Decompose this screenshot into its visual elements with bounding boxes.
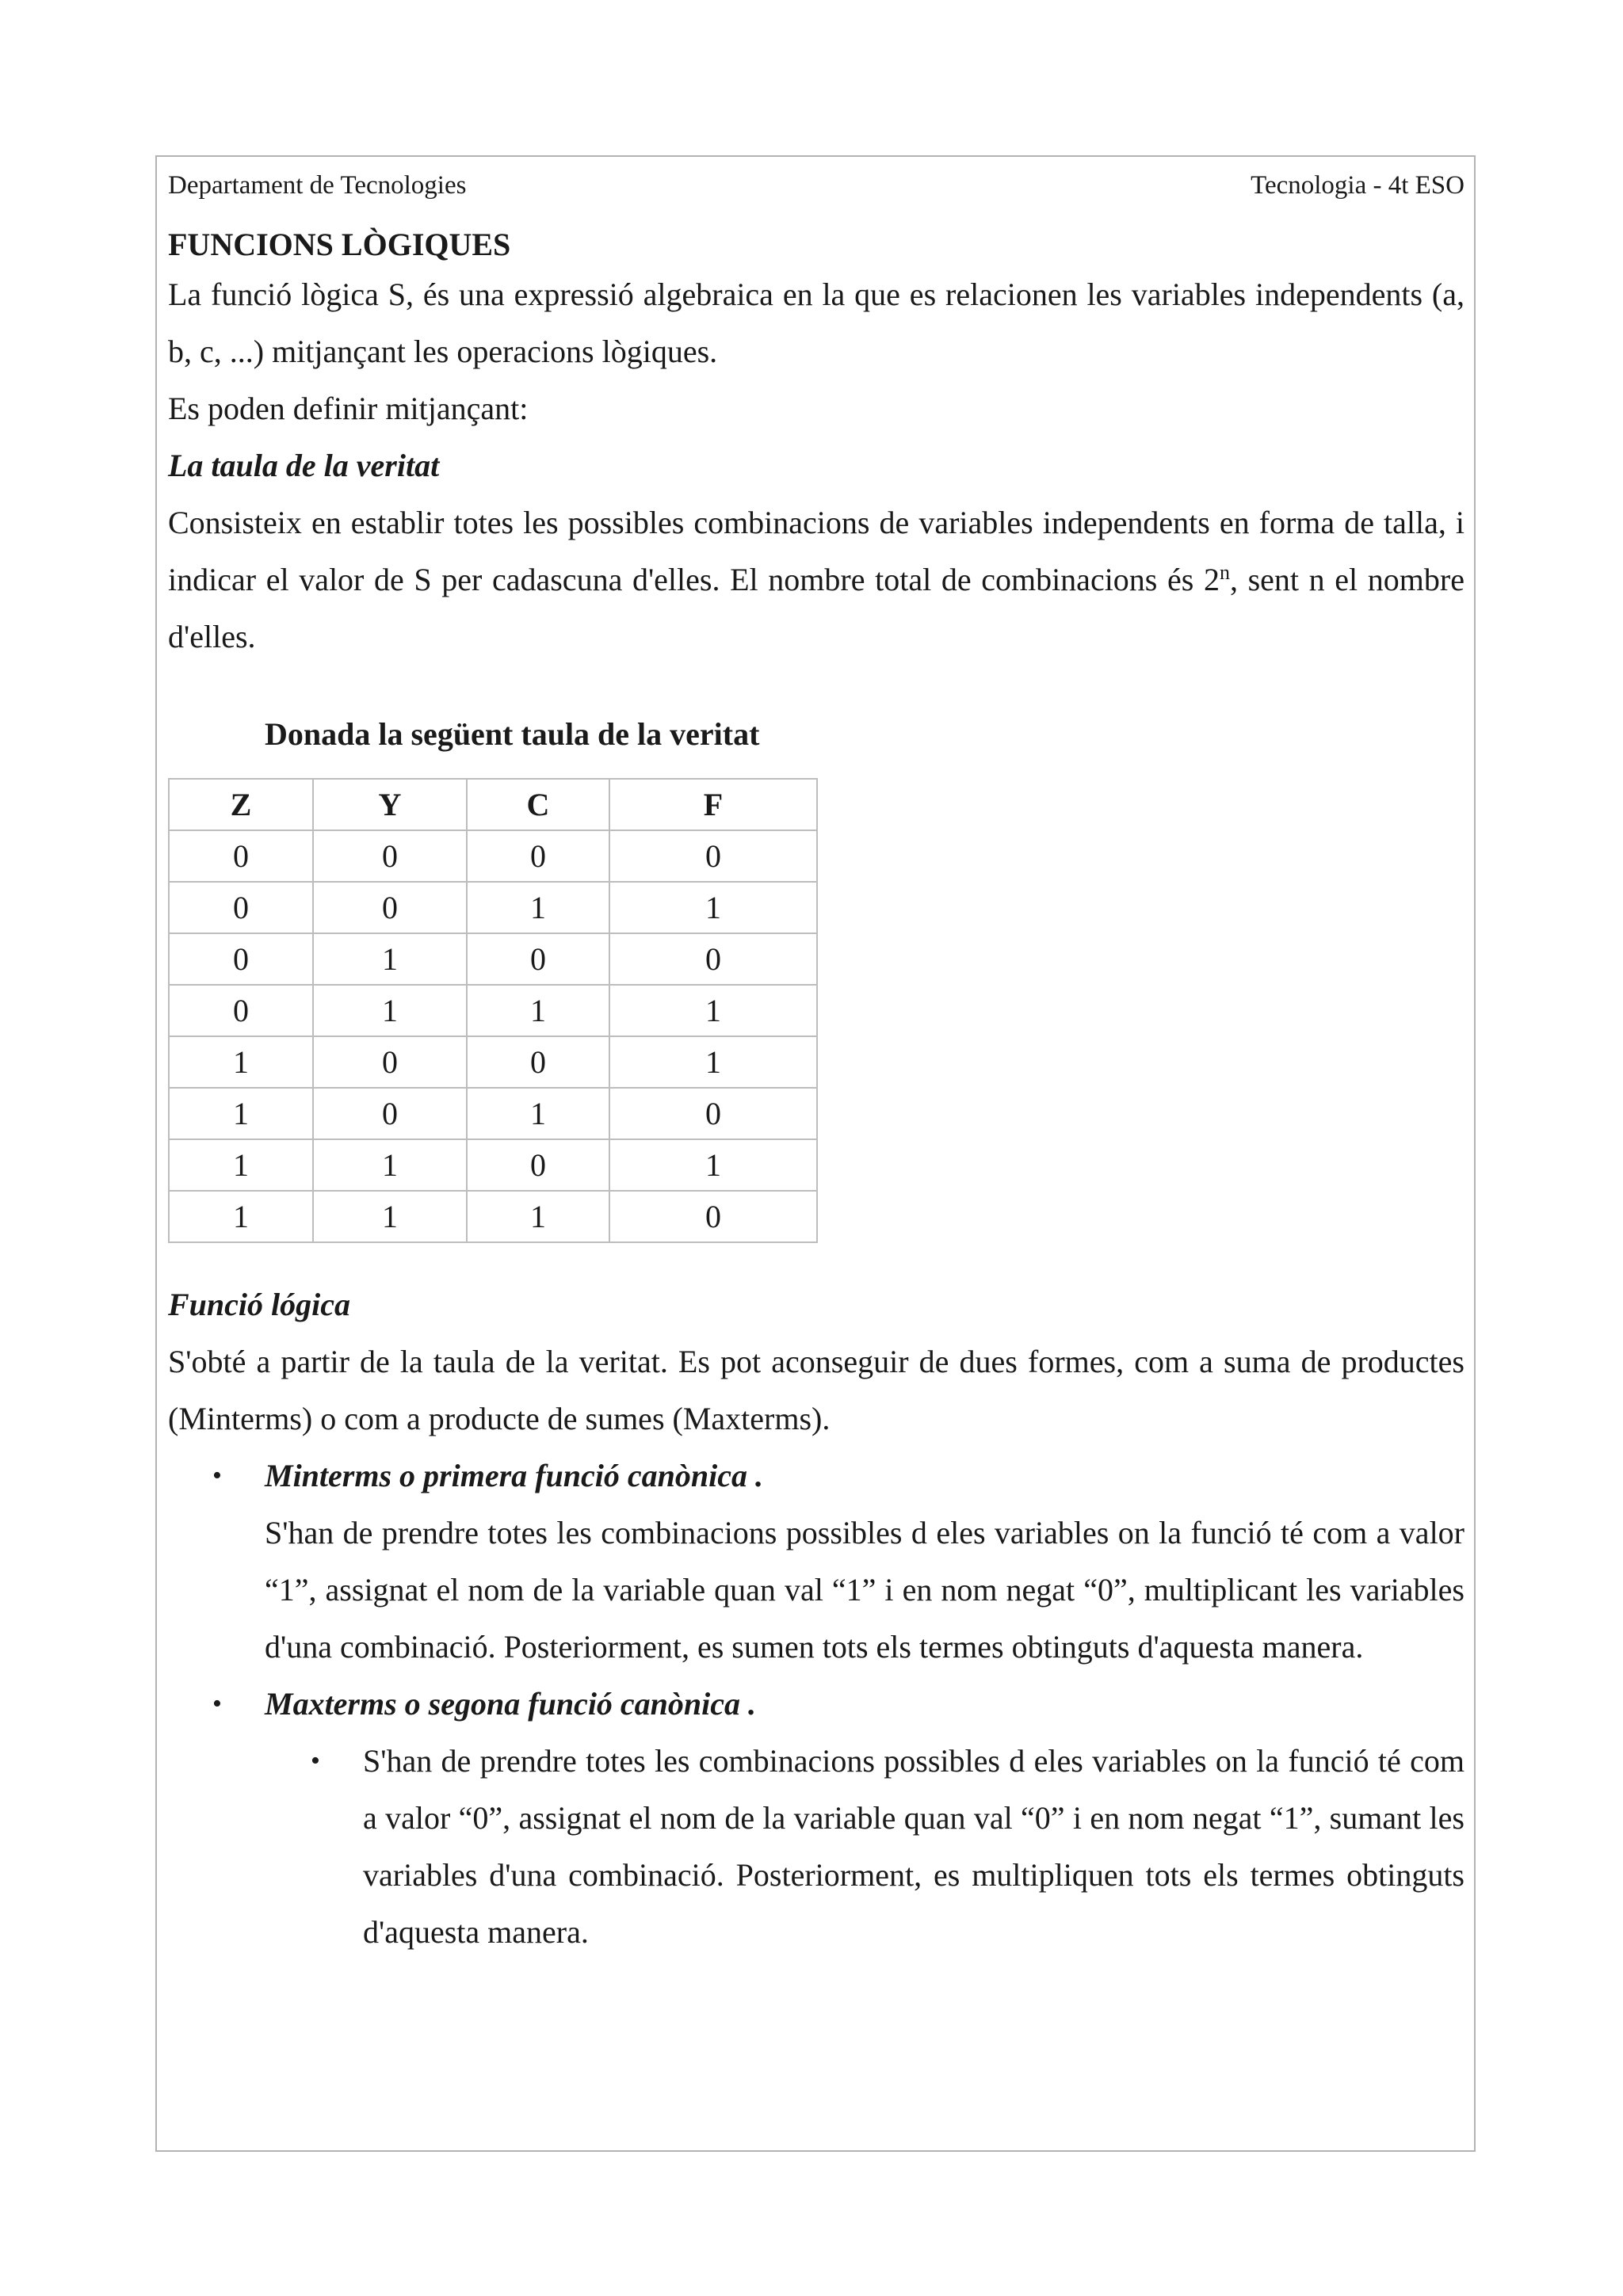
header-course: Tecnologia - 4t ESO [1251, 171, 1465, 200]
table-row [169, 1191, 817, 1242]
table-cell: 1 [467, 985, 609, 1036]
table-cell: 1 [609, 1036, 817, 1088]
table-row [169, 1036, 817, 1088]
table-cell: 1 [609, 882, 817, 933]
table-cell: 1 [609, 1139, 817, 1191]
intro-paragraph-2: Es poden definir mitjançant: [168, 391, 529, 426]
header-cell-c: C [467, 779, 609, 830]
table-cell: 0 [609, 1191, 817, 1242]
bullet-icon: • [212, 1689, 222, 1718]
table-cell: 1 [169, 1036, 313, 1088]
table-cell: 1 [313, 1139, 467, 1191]
header-cell-y: Y [313, 779, 467, 830]
table-cell: 0 [467, 830, 609, 882]
logic-function-heading: Funció lógica [168, 1287, 351, 1322]
table-cell: 0 [467, 1036, 609, 1088]
table-cell: 1 [169, 1088, 313, 1139]
minterms-heading: Minterms o primera funció canònica . [265, 1458, 763, 1493]
minterms-description: S'han de prendre totes les combinacions possibles d eles variables on la funció té com a valor “1”, assignat el nom de la variable quan val “1” i en nom negat “0”, multiplicant les variables d'una combinació. Posteriorment, es sumen tots els termes obtinguts d'aquesta manera. [265, 1515, 1465, 1665]
maxterms-description: S'han de prendre totes les combinacions possibles d eles variables on la funció té com a valor “0”, assignat el nom de la variable quan val “0” i en nom negat “1”, sumant les variables d'una combinació. Posteriorment, es multipliquen tots els termes obtinguts d'aquesta manera. [363, 1743, 1465, 1950]
table-cell: 1 [609, 985, 817, 1036]
table-row [169, 985, 817, 1036]
truth-table-description-text: Consisteix en establir totes les possibles combinacions de variables independents en forma de talla, i indicar el valor de S per cadascuna d'elles. El nombre total de combinacions és 2 [168, 505, 1465, 597]
table-cell: 1 [313, 1191, 467, 1242]
page-header [168, 166, 1465, 204]
table-cell: 0 [609, 1088, 817, 1139]
table-cell: 0 [169, 882, 313, 933]
bullet-icon: • [311, 1746, 320, 1775]
intro-paragraph: La funció lògica S, és una expressió algebraica en la que es relacionen les variables independents (a, b, c, ...) mitjançant les operacions lògiques. [168, 277, 1465, 369]
maxterms-heading: Maxterms o segona funció canònica . [265, 1686, 757, 1722]
table-cell: 1 [313, 933, 467, 985]
table-caption: Donada la següent taula de la veritat [265, 716, 760, 752]
document-content [168, 166, 1465, 1961]
table-cell: 0 [169, 830, 313, 882]
truth-table-description [168, 494, 1465, 666]
page-title: FUNCIONS LÒGIQUES [168, 227, 511, 262]
bullet-icon: • [212, 1461, 222, 1490]
table-row [169, 830, 817, 882]
truth-table [168, 778, 818, 1243]
minterms-item [168, 1447, 1465, 1676]
logic-function-section [168, 1276, 1465, 1961]
table-cell: 1 [467, 1191, 609, 1242]
table-cell: 0 [313, 1088, 467, 1139]
table-cell: 1 [467, 1088, 609, 1139]
truth-table-description-end: , sent n el nombre d'elles. [168, 562, 1465, 654]
header-department: Departament de Tecnologies [168, 171, 467, 200]
table-cell: 1 [467, 882, 609, 933]
table-row [169, 1088, 817, 1139]
table-cell: 0 [313, 830, 467, 882]
header-cell-f: F [609, 779, 817, 830]
superscript-n: n [1219, 561, 1230, 584]
table-row [169, 933, 817, 985]
header-cell-z: Z [169, 779, 313, 830]
logic-function-description: S'obté a partir de la taula de la veritat. Es pot aconseguir de dues formes, com a suma de productes (Minterms) o com a producte de sumes (Maxterms). [168, 1344, 1465, 1436]
table-cell: 0 [169, 933, 313, 985]
table-cell: 0 [313, 1036, 467, 1088]
table-cell: 1 [169, 1139, 313, 1191]
table-row [169, 1139, 817, 1191]
table-cell: 0 [169, 985, 313, 1036]
table-header-row [169, 779, 817, 830]
table-cell: 1 [169, 1191, 313, 1242]
maxterms-subitem [168, 1733, 1465, 1961]
maxterms-item [168, 1676, 1465, 1733]
table-cell: 0 [313, 882, 467, 933]
table-cell: 0 [609, 830, 817, 882]
table-row [169, 882, 817, 933]
table-cell: 0 [467, 1139, 609, 1191]
table-cell: 0 [467, 933, 609, 985]
table-cell: 0 [609, 933, 817, 985]
table-cell: 1 [313, 985, 467, 1036]
truth-table-heading: La taula de la veritat [168, 448, 440, 483]
